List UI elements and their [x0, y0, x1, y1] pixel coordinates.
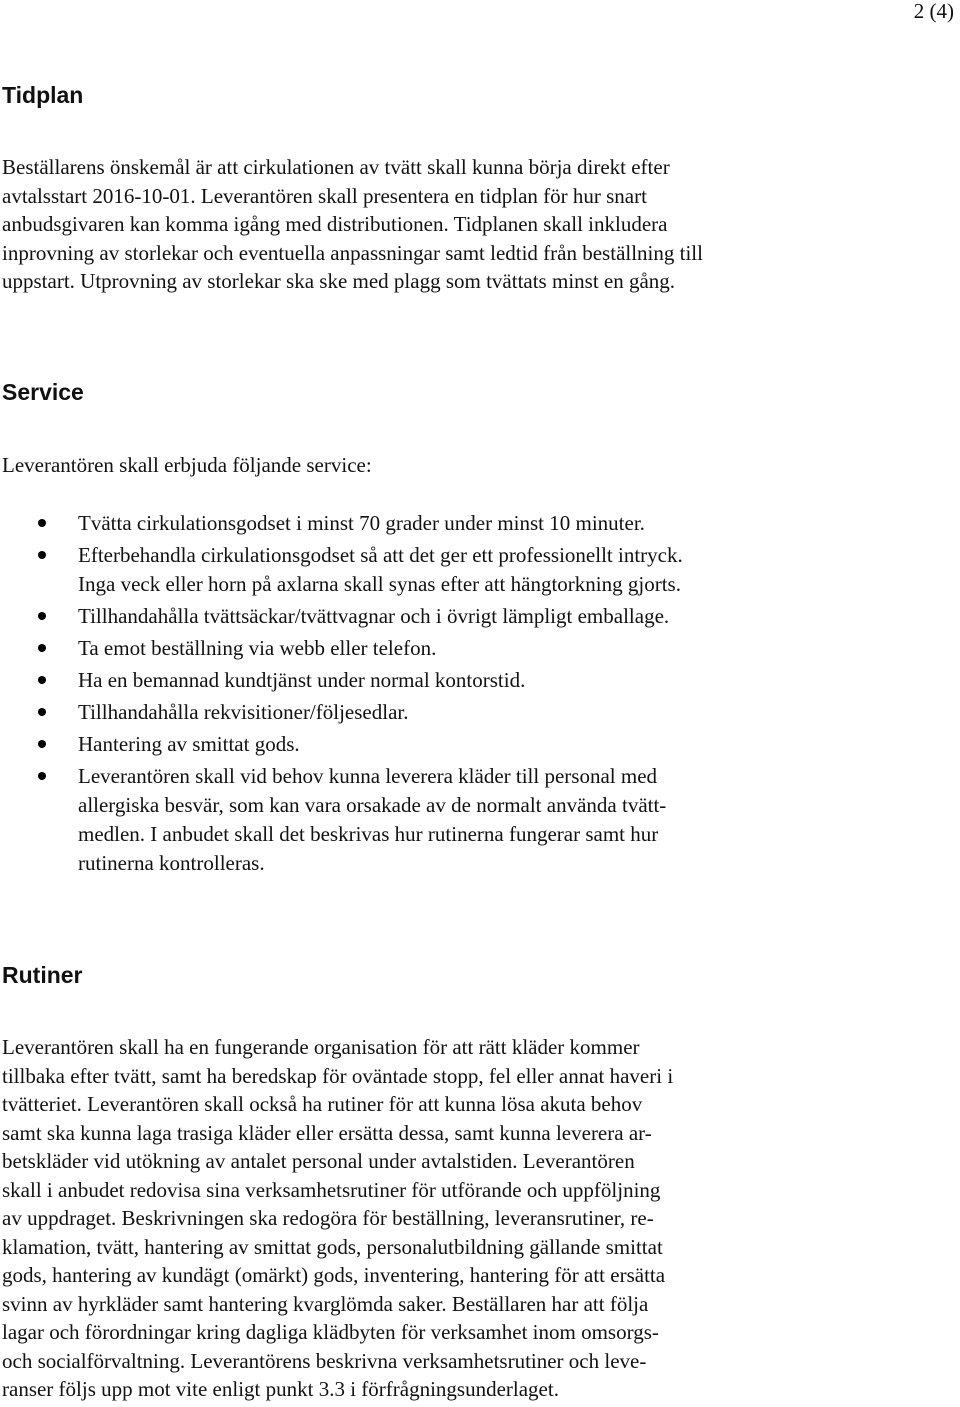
paragraph-line: inprovning av storlekar och eventuella anpassningar samt ledtid från beställning till — [2, 240, 703, 265]
service-list — [0, 509, 880, 881]
paragraph-line: svinn av hyrkläder samt hantering kvarglömda saker. Beställaren har att följa — [2, 1291, 649, 1316]
list-item — [0, 634, 880, 663]
list-item — [0, 698, 880, 727]
paragraph-line: ranser följs upp mot vite enligt punkt 3.3 i förfrågningsunderlaget. — [2, 1377, 559, 1401]
list-item-line: rutinerna kontrolleras. — [78, 851, 265, 875]
paragraph-line: gods, hantering av kundägt (omärkt) gods, inventering, hantering för att ersätta — [2, 1263, 666, 1287]
list-item-line: Tillhandahålla tvättsäckar/tvättvagnar och i övrigt lämpligt emballage. — [78, 604, 670, 628]
rutiner-paragraph — [2, 1033, 792, 1404]
paragraph-line: av uppdraget. Beskrivningen ska redogöra för beställning, leveransrutiner, re- — [2, 1206, 654, 1230]
paragraph-line: klamation, tvätt, hantering av smittat gods, personalutbildning gällande smittat — [2, 1234, 663, 1259]
bullet-icon — [38, 772, 46, 780]
paragraph-line: och socialförvaltning. Leverantörens beskrivna verksamhetsrutiner och leve- — [2, 1348, 647, 1373]
list-item-line: medlen. I anbudet skall det beskrivas hur rutinerna fungerar samt hur — [78, 822, 659, 846]
paragraph-line: anbudsgivaren kan komma igång med distributionen. Tidplanen skall inkludera — [2, 212, 668, 237]
bullet-icon — [38, 612, 46, 620]
paragraph-line: uppstart. Utprovning av storlekar ska ske med plagg som tvättats minst en gång. — [2, 269, 676, 294]
list-item — [0, 730, 880, 759]
list-item-line: Efterbehandla cirkulationsgodset så att det ger ett professionellt intryck. — [78, 543, 683, 567]
list-item-line: Hantering av smittat gods. — [78, 732, 300, 756]
paragraph-line: lagar och förordningar kring dagliga klädbyten för verksamhet inom omsorgs- — [2, 1320, 659, 1344]
paragraph-line: tillbaka efter tvätt, samt ha beredskap för oväntade stopp, fel eller annat haveri i — [2, 1063, 674, 1088]
section-heading-tidplan: Tidplan — [2, 82, 84, 108]
list-item-line: Ha en bemannad kundtjänst under normal kontorstid. — [78, 668, 526, 692]
paragraph-line: betskläder vid utökning av antalet personal under avtalstiden. Leverantören — [2, 1149, 635, 1173]
paragraph-line: Beställarens önskemål är att cirkulationen av tvätt skall kunna börja direkt efter — [2, 155, 670, 179]
list-item-line: allergiska besvär, som kan vara orsakade av de normalt använda tvätt- — [78, 793, 667, 817]
bullet-icon — [38, 740, 46, 748]
tidplan-paragraph — [2, 153, 852, 296]
bullet-icon — [38, 551, 46, 559]
bullet-icon — [38, 708, 46, 716]
list-item-line: Inga veck eller horn på axlarna skall synas efter att hängtorkning gjorts. — [78, 572, 681, 596]
list-item-line: Ta emot beställning via webb eller telefon. — [78, 636, 437, 660]
section-heading-service: Service — [2, 379, 84, 405]
paragraph-line: avtalsstart 2016-10-01. Leverantören skall presentera en tidplan för hur snart — [2, 183, 647, 208]
list-item-line: Tillhandahålla rekvisitioner/följesedlar. — [78, 700, 409, 724]
bullet-icon — [38, 644, 46, 652]
page-number: 2 (4) — [913, 0, 954, 23]
service-intro: Leverantören skall erbjuda följande service: — [2, 453, 372, 477]
list-item — [0, 666, 880, 695]
list-item — [0, 762, 880, 878]
paragraph-line: Leverantören skall ha en fungerande organisation för att rätt kläder kommer — [2, 1035, 640, 1059]
section-heading-rutiner: Rutiner — [2, 962, 83, 988]
list-item — [0, 602, 880, 631]
paragraph-line: samt ska kunna laga trasiga kläder eller ersätta dessa, samt kunna leverera ar- — [2, 1120, 652, 1145]
paragraph-line: skall i anbudet redovisa sina verksamhetsrutiner för utförande och uppföljning — [2, 1177, 661, 1202]
list-item — [0, 541, 880, 599]
paragraph-line: tvätteriet. Leverantören skall också ha rutiner för att kunna lösa akuta behov — [2, 1092, 643, 1116]
bullet-icon — [38, 676, 46, 684]
list-item-line: Leverantören skall vid behov kunna leverera kläder till personal med — [78, 764, 658, 788]
list-item-line: Tvätta cirkulationsgodset i minst 70 grader under minst 10 minuter. — [78, 511, 645, 535]
bullet-icon — [38, 519, 46, 527]
list-item — [0, 509, 880, 538]
